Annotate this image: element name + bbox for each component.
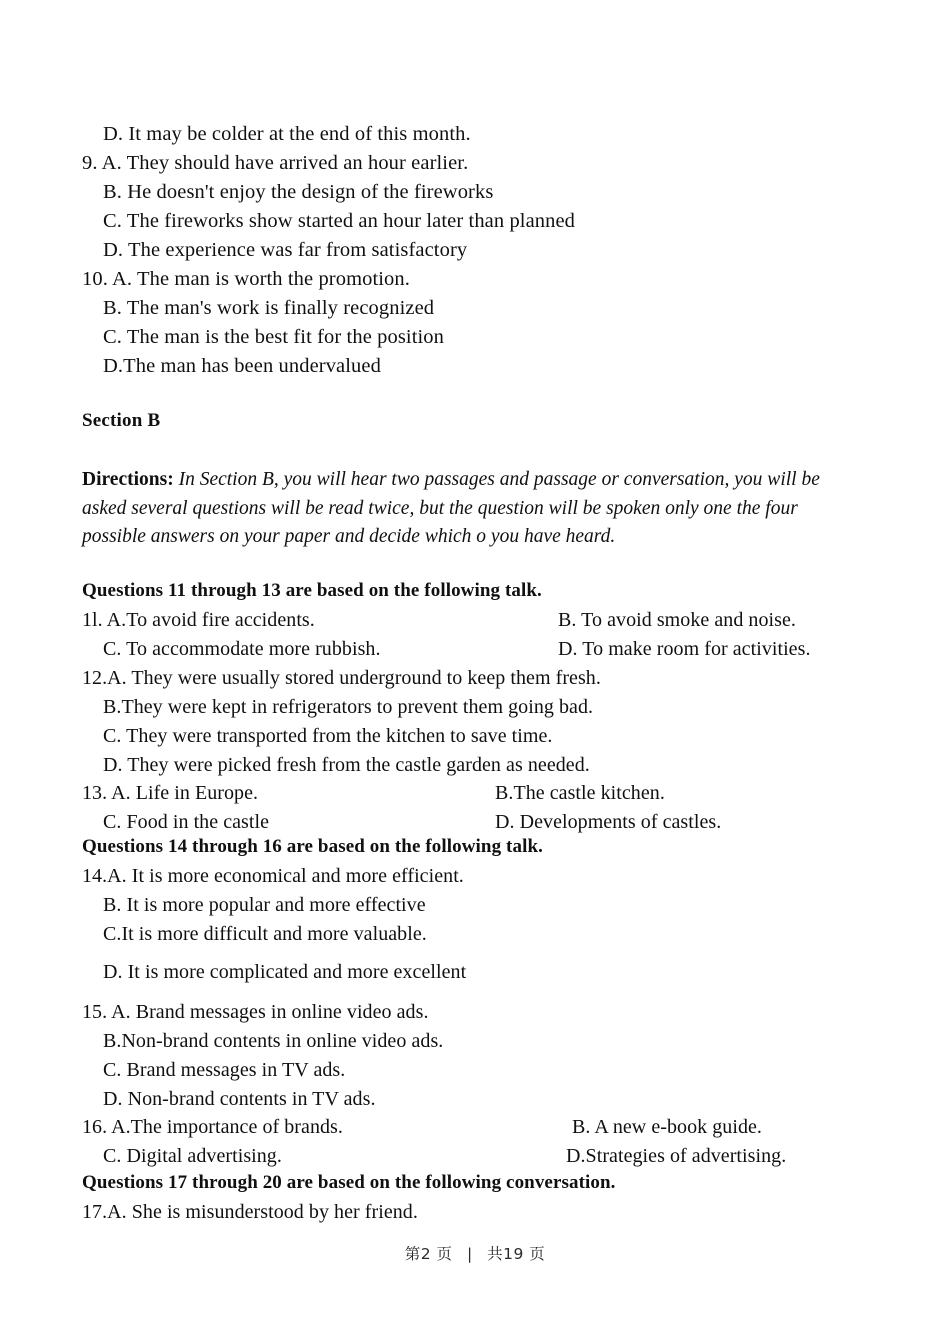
question-14-option-d: D. It is more complicated and more excellent [103,961,467,983]
option-text: D.The man has been undervalued [103,355,381,377]
question-12-option-a: 12.A. They were usually stored underground to keep them fresh. [82,667,601,689]
question-group-heading-14-16: Questions 14 through 16 are based on the following talk. [82,836,543,857]
question-11-option-a: 1l. A.To avoid fire accidents. [82,609,315,631]
footer-separator: | [466,1245,473,1263]
question-16-option-a: 16. A.The importance of brands. [82,1116,343,1138]
question-line-10 [82,265,872,294]
question-12-option-b: B.They were kept in refrigerators to prevent them going bad. [103,696,594,718]
question-13-option-d: D. Developments of castles. [495,811,722,833]
directions-label: Directions: [82,469,174,490]
option-line [82,294,872,323]
footer-current-page: 第2 页 [404,1245,453,1263]
option-text: C. The man is the best fit for the position [103,326,444,348]
question-11-option-c: C. To accommodate more rubbish. [103,638,381,660]
question-12-option-c: C. They were transported from the kitchen to save time. [103,725,553,747]
option-line [82,352,872,381]
option-text: 10. A. The man is worth the promotion. [82,268,410,290]
question-11-option-d: D. To make room for activities. [558,638,811,660]
option-text: B. He doesn't enjoy the design of the fireworks [103,181,494,203]
option-line [82,120,872,149]
option-text: D. The experience was far from satisfactory [103,239,468,261]
question-line-9 [82,149,872,178]
question-group-heading-11-13: Questions 11 through 13 are based on the following talk. [82,580,542,601]
question-13-option-a: 13. A. Life in Europe. [82,782,259,804]
option-line [82,178,872,207]
question-15-option-b: B.Non-brand contents in online video ads. [103,1030,444,1052]
question-13-option-b: B.The castle kitchen. [495,782,665,804]
question-16-option-b: B. A new e-book guide. [572,1116,762,1138]
question-16-option-d: D.Strategies of advertising. [566,1145,787,1167]
question-14-option-a: 14.A. It is more economical and more efficient. [82,865,464,887]
option-text: C. The fireworks show started an hour later than planned [103,210,576,232]
option-text: B. The man's work is finally recognized [103,297,435,319]
option-text: D. It may be colder at the end of this month. [103,123,471,145]
directions-body: In Section B, you will hear two passages and passage or conversation, you will be asked several questions will be read twice, but the question will be spoken only one the four possible answers on your paper and decide which o you have heard. [82,469,820,547]
question-15-option-a: 15. A. Brand messages in online video ads. [82,1001,429,1023]
question-11-option-b: B. To avoid smoke and noise. [558,609,796,631]
part-a-remaining-options [82,120,872,381]
footer-total-pages: 共19 页 [487,1245,546,1263]
question-16-option-c: C. Digital advertising. [103,1145,282,1167]
question-15-option-d: D. Non-brand contents in TV ads. [103,1088,376,1110]
option-line [82,323,872,352]
option-line [82,207,872,236]
question-15-option-c: C. Brand messages in TV ads. [103,1059,346,1081]
option-text: 9. A. They should have arrived an hour earlier. [82,152,469,174]
section-b-title: Section B [82,410,161,431]
question-14-option-c: C.It is more difficult and more valuable. [103,923,427,945]
section-b-directions [82,466,850,552]
page-footer [0,1242,950,1264]
question-group-heading-17-20: Questions 17 through 20 are based on the following conversation. [82,1172,616,1193]
question-13-option-c: C. Food in the castle [103,811,270,833]
question-12-option-d: D. They were picked fresh from the castle garden as needed. [103,754,590,776]
option-line [82,236,872,265]
question-17-option-a: 17.A. She is misunderstood by her friend. [82,1201,418,1223]
question-14-option-b: B. It is more popular and more effective [103,894,426,916]
